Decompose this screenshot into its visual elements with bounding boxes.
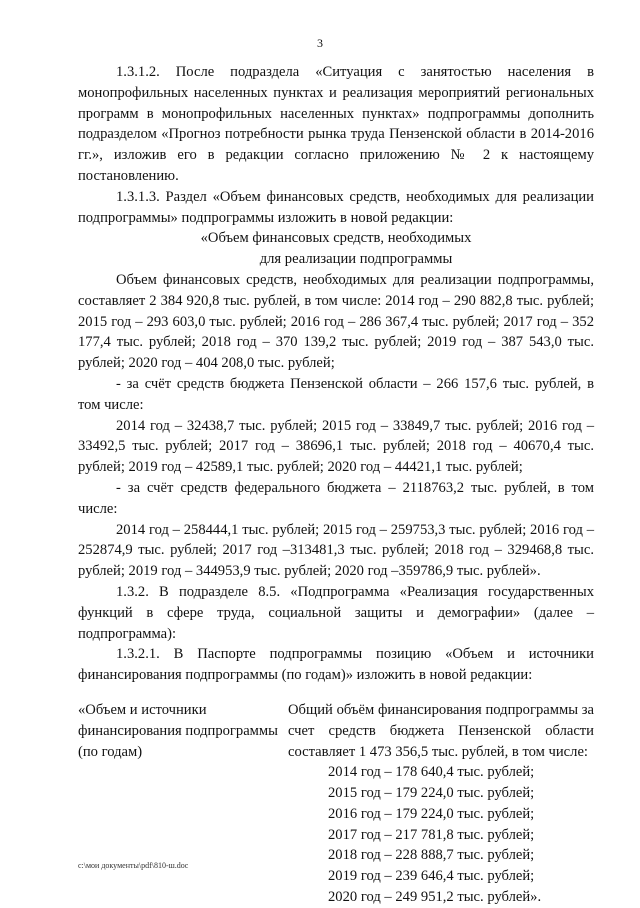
year-line: 2015 год – 179 224,0 тыс. рублей;	[328, 785, 535, 802]
year-line: 2018 год – 228 888,7 тыс. рублей;	[328, 847, 535, 864]
footer-file-path: c:\мои документы\pdf\810-ш.doc	[78, 861, 189, 870]
federal-budget-paragraph: - за счёт средств федерального бюджета – 2118763,2 тыс. рублей, в том числе:	[78, 479, 594, 517]
passport-years-list	[288, 762, 594, 908]
page-number: 3	[317, 36, 323, 50]
federal-budget-years: 2014 год – 258444,1 тыс. рублей; 2015 год – 259753,3 тыс. рублей; 2016 год – 252874,9 тыс. рублей; 2017 год –313481,3 тыс. рублей; 2018 год – 329468,8 тыс. рублей; 2019 год – 344953,9 тыс. рублей; 2020 год –359786,9 тыс. рублей».	[78, 521, 594, 580]
passport-table-intro: Общий объём финансирования подпрограммы за счет средств бюджета Пензенской области составляет 1 473 356,5 тыс. рублей, в том числе:	[288, 701, 594, 760]
paragraph-1-3-1-3: 1.3.1.3. Раздел «Объем финансовых средств, необходимых для реализации подпрограммы» подпрограммы изложить в новой редакции:	[78, 188, 594, 226]
regional-budget-paragraph: - за счёт средств бюджета Пензенской области – 266 157,6 тыс. рублей, в том числе:	[78, 375, 594, 413]
document-body	[78, 62, 594, 908]
paragraph-1-3-2-1: 1.3.2.1. В Паспорте подпрограммы позицию «Объем и источники финансирования подпрограммы (по годам)» изложить в новой редакции:	[78, 646, 594, 684]
year-line: 2017 год – 217 781,8 тыс. рублей;	[328, 826, 535, 843]
year-line: 2019 год – 239 646,4 тыс. рублей;	[328, 868, 535, 885]
passport-table-label: «Объем и источники финансирования подпрограммы (по годам)	[78, 701, 278, 760]
passport-table	[78, 700, 594, 908]
finance-total-paragraph: Объем финансовых средств, необходимых для реализации подпрограммы, составляет 2 384 920,8 тыс. рублей, в том числе: 2014 год – 290 882,8 тыс. рублей; 2015 год – 293 603,0 тыс. рублей; 2016 год – 286 367,4 тыс. рублей; 2017 год – 352 177,4 тыс. рублей; 2018 год – 370 139,2 тыс. рублей; 2019 год – 387 543,0 тыс. рублей; 2020 год – 404 208,0 тыс. рублей;	[78, 271, 594, 372]
section-heading-line-2: для реализации подпрограммы	[259, 251, 453, 268]
year-line: 2014 год – 178 640,4 тыс. рублей;	[328, 764, 535, 781]
section-heading-line-1: «Объем финансовых средств, необходимых	[200, 230, 472, 247]
year-line: 2020 год – 249 951,2 тыс. рублей».	[328, 889, 542, 906]
paragraph-1-3-2: 1.3.2. В подразделе 8.5. «Подпрограмма «Реализация государственных функций в сфере труда, социальной защиты и демографии» (далее – подпрограмма):	[78, 583, 594, 642]
paragraph-1-3-1-2: 1.3.1.2. После подраздела «Ситуация с занятостью населения в монопрофильных населенных пунктах и реализация мероприятий региональных программ в монопрофильных населенных пунктах» подпрограммы дополнить подразделом «Прогноз потребности рынка труда Пензенской области в 2014-2016 гг.», изложив его в редакции согласно приложению № 2 к настоящему постановлению.	[78, 64, 594, 184]
regional-budget-years: 2014 год – 32438,7 тыс. рублей; 2015 год – 33849,7 тыс. рублей; 2016 год – 33492,5 тыс. рублей; 2017 год – 38696,1 тыс. рублей; 2018 год – 40670,4 тыс. рублей; 2019 год – 42589,1 тыс. рублей; 2020 год – 44421,1 тыс. рублей;	[78, 417, 594, 476]
year-line: 2016 год – 179 224,0 тыс. рублей;	[328, 805, 535, 822]
passport-table-value	[288, 700, 594, 908]
